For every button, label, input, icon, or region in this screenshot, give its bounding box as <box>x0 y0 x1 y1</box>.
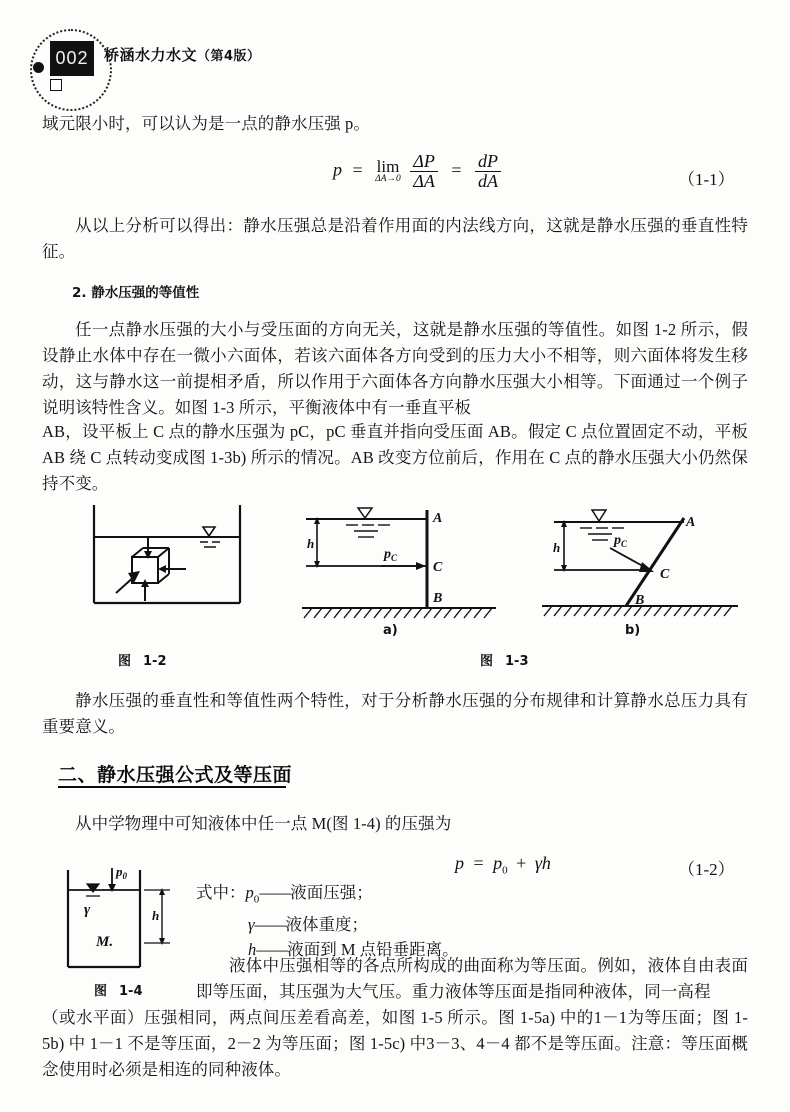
formula-1-1-fraction-1 <box>410 152 438 191</box>
definition-list <box>196 880 459 962</box>
unit-weight-label: γ <box>84 902 91 918</box>
paragraph-continuation-text: 域元限小时，可以认为是一点的静水压强 p。 <box>42 114 370 133</box>
arrow-right-head-icon <box>158 565 166 573</box>
figure-1-2-drawing <box>88 505 248 620</box>
decorative-small-square <box>50 79 62 91</box>
figure-1-4-caption-number: 1-4 <box>119 984 143 999</box>
definition-symbol-gamma: γ <box>248 915 255 935</box>
definition-text-1: 液体重度； <box>285 915 369 935</box>
formula-1-1-fraction-2-denominator: dA <box>475 171 501 191</box>
paragraph-2: 任一点静水压强的大小与受压面的方向无关，这就是静水压强的等值性。如图 1-2 所示，假设静止水体中存在一微小六面体，若该六面体各方向受到的压力大小不相等，则六面体将发生移动，这与静水这一前提相矛盾，所以作用于六面体各方向静水压强大小相等。下面通过一个例子说明该特性含义。如图 1-3 所示，平衡液体中有一垂直平板 <box>42 320 748 417</box>
formula-1-1-lhs: p <box>333 159 342 180</box>
point-label-c-b: C <box>660 567 670 582</box>
figure-1-4 <box>62 862 202 987</box>
figure-1-3-panel-b-label: b) <box>625 623 641 638</box>
subheading-2: 2. 静水压强的等值性 <box>72 285 200 301</box>
water-surface-triangle-icon <box>203 527 215 536</box>
point-label-b-a: B <box>433 591 443 606</box>
formula-1-1-limit-subscript: ΔA→0 <box>375 174 401 185</box>
section-heading: 二、静水压强公式及等压面 <box>58 764 293 786</box>
figure-1-3-caption-label: 图 <box>480 654 494 669</box>
paragraph-3: AB，设平板上 C 点的静水压强为 pC，pC 垂直并指向受压面 AB。假定 C 点位置固定不动，平板 AB 绕 C 点转动变成图 1-3b) 所示的情况。AB 改变方位前后，作用在 C 点的静水压强大小仍然保持不变。 <box>42 422 748 493</box>
pressure-label-a: $p_C$ <box>384 547 398 563</box>
formula-1-1-number: （1-1） <box>678 170 735 189</box>
definition-item-1 <box>196 912 459 937</box>
depth-label-4: h <box>152 908 160 923</box>
figure-1-2-caption <box>118 650 167 669</box>
definition-dash-1: —— <box>254 915 286 935</box>
figure-1-2-caption-number: 1-2 <box>143 654 167 669</box>
figure-1-3-caption <box>480 650 529 669</box>
section-heading-underline <box>58 786 286 788</box>
figure-1-2-caption-label: 图 <box>118 654 132 669</box>
book-title-text: 桥涵水力水文 <box>104 46 198 64</box>
surface-pressure-label: $p_0$ <box>116 864 127 881</box>
figure-1-3a-drawing <box>296 500 526 630</box>
definition-item-0 <box>196 880 459 912</box>
cube-edge-br <box>158 574 169 583</box>
figure-1-2 <box>88 505 248 625</box>
point-label-a-b: A <box>686 515 696 530</box>
cube-edge-tr <box>158 548 169 557</box>
definition-text-0: 液面压强； <box>290 883 373 902</box>
formula-1-1-fraction-2-numerator: dP <box>478 151 499 171</box>
pressure-label-b: $p_C$ <box>614 533 628 549</box>
paragraph-5: 从中学物理中可知液体中任一点 M(图 1-4) 的压强为 <box>75 814 452 833</box>
figure-1-3b-drawing <box>524 500 774 630</box>
definition-text-2: 液面到 M 点铅垂距离。 <box>287 940 459 960</box>
page-number-badge: 002 <box>50 41 94 76</box>
depth-arrow-down-a <box>314 561 320 568</box>
pressure-arrow-head-a <box>416 562 426 570</box>
decorative-dot <box>33 62 44 73</box>
definition-prefix: 式中： <box>196 883 246 902</box>
formula-1-1-equals: = <box>352 159 363 180</box>
point-label-c-a: C <box>433 560 443 575</box>
book-title <box>104 44 261 65</box>
definition-dash-2: —— <box>256 940 288 960</box>
point-label-a-top: A <box>433 511 443 526</box>
paragraph-6: 液体中压强相等的各点所构成的曲面称为等压面。例如，液体自由表面即等压面，其压强为大气压。重力液体等压面是指同种液体，同一高程 <box>196 956 748 1001</box>
figure-1-3-panel-a <box>296 500 526 635</box>
figure-1-3-panel-a-label: a) <box>383 623 398 638</box>
h-dim-arrow-up <box>159 888 165 895</box>
formula-1-1-fraction-1-numerator: ΔP <box>413 151 435 171</box>
formula-1-2-number: （1-2） <box>678 860 735 879</box>
figure-1-3-panel-b <box>524 500 774 635</box>
page-header <box>0 0 790 100</box>
ground-hatching-a <box>304 608 492 618</box>
figure-1-3-caption-number: 1-3 <box>505 654 529 669</box>
formula-1-2: $p = p_0 + \gamma h$ <box>455 853 551 877</box>
formula-1-1-fraction-1-denominator: ΔA <box>410 171 438 191</box>
h-dim-arrow-down <box>159 938 165 945</box>
depth-label-a: h <box>307 536 315 551</box>
formula-1-1-limit-operator: lim <box>376 157 400 177</box>
point-m-label: M. <box>96 934 114 950</box>
formula-1-1 <box>333 152 504 191</box>
formula-1-1-equals-2: = <box>451 159 462 180</box>
figure-1-4-caption <box>94 980 143 999</box>
formula-1-1-fraction-2 <box>475 152 501 191</box>
paragraph-4: 静水压强的垂直性和等值性两个特性，对于分析静水压强的分布规律和计算静水总压力具有重要意义。 <box>42 691 748 736</box>
water-surface-triangle-icon-b <box>592 510 606 521</box>
definition-symbol-h: h <box>248 940 257 960</box>
formula-1-1-limit <box>375 158 401 185</box>
paragraph-continuation <box>42 111 748 137</box>
cube-edge-tl <box>132 548 143 557</box>
figure-1-4-drawing <box>62 862 202 982</box>
depth-label-b: h <box>553 540 561 555</box>
depth-arrow-down-b <box>561 565 567 572</box>
figure-1-4-caption-label: 图 <box>94 984 108 999</box>
definition-symbol-p0: $p_0$ <box>245 883 260 906</box>
water-surface-triangle-icon-a <box>358 508 372 518</box>
definition-dash-0: —— <box>259 883 291 902</box>
paragraph-1: 从以上分析可以得出：静水压强总是沿着作用面的内法线方向，这就是静水压强的垂直性特征。 <box>42 216 748 261</box>
paragraph-7: （或水平面）压强相同，两点间压差看高差，如图 1-5 所示。图 1-5a) 中的1－1为等压面；图 1-5b) 中 1－1 不是等压面，2－2 为等压面；图 1-5c) 中3－3、4－4 都不是等压面。注意：等压面概念使用时必须是相连的同种液体。 <box>42 1008 748 1079</box>
point-label-b-b: B <box>635 593 645 608</box>
book-edition: （第4版） <box>197 49 261 64</box>
